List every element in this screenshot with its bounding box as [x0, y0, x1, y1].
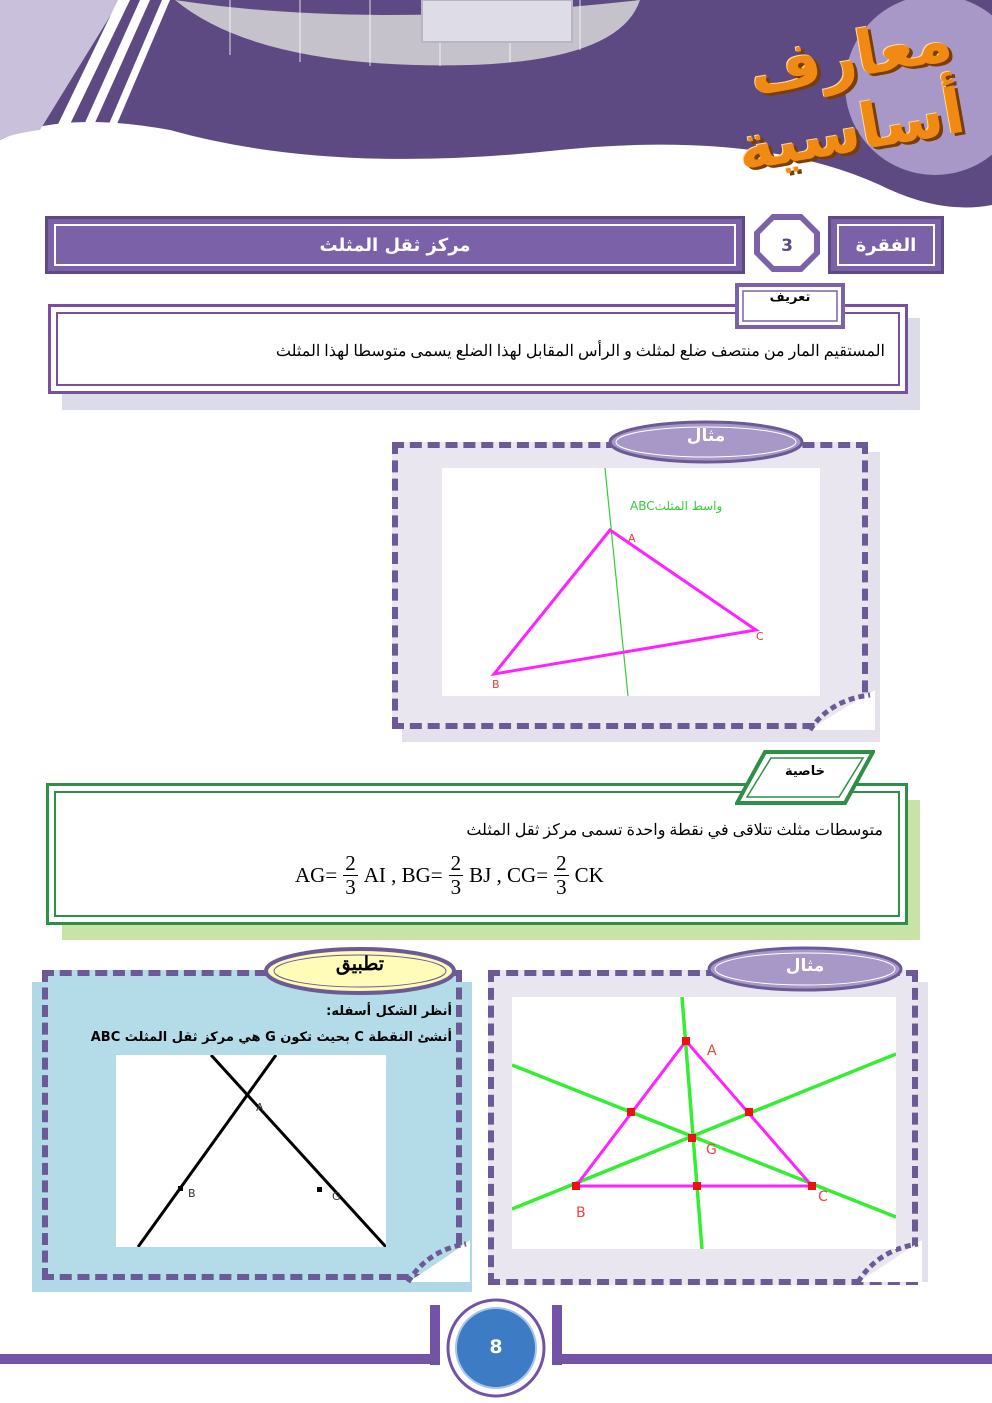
- property-tab-label: خاصية: [784, 764, 825, 779]
- ex2-point-a-label: A: [707, 1043, 717, 1059]
- example2-figure: [512, 997, 896, 1249]
- footer-post-right: [552, 1305, 562, 1365]
- point-b-label: B: [492, 678, 500, 691]
- centroid-formula: [295, 845, 604, 905]
- section-label: الفقرة: [837, 224, 935, 266]
- banner-title: معارف أساسية: [731, 1, 970, 186]
- section-number: 3: [781, 236, 793, 256]
- example1-figure: [442, 468, 820, 696]
- section-label-box: [828, 216, 944, 274]
- footer-line-left: [0, 1354, 440, 1364]
- definition-tab-label: تعريف: [769, 290, 811, 305]
- fraction-two-thirds: $\frac{2}{3}$: [345, 851, 356, 899]
- formula-bj-cg: BJ , CG=: [469, 862, 549, 887]
- section-title-box: [45, 216, 745, 274]
- fraction-two-thirds: $\frac{2}{3}$: [450, 851, 462, 899]
- formula-ck: CK: [574, 862, 604, 887]
- app-point-g-label: G: [332, 1190, 341, 1203]
- app-point-a-label: A: [256, 1101, 264, 1114]
- point-c-label: C: [756, 630, 764, 643]
- section-number-badge: [752, 212, 822, 274]
- page-number: 8: [489, 1336, 503, 1358]
- formula-ag: AG=: [295, 862, 338, 887]
- fraction-two-thirds: $\frac{2}{3}$: [556, 851, 567, 899]
- definition-text: المستقيم المار من منتصف ضلع لمثلث و الرأس المقابل لهذا الضلع يسمى متوسطا لهذا المثلث: [275, 343, 885, 360]
- application-instruction-1: أنظر الشكل أسفله:: [326, 1004, 452, 1019]
- application-page-curl: [400, 1232, 475, 1290]
- application-figure: [116, 1055, 386, 1247]
- example1-label: مثال: [686, 426, 726, 446]
- footer-line-right: [552, 1354, 992, 1364]
- section-title: مركز ثقل المثلث: [54, 224, 736, 266]
- formula-ai-bg: AI , BG=: [363, 862, 443, 887]
- application-instruction-2: أنشئ النقطة C بحيث تكون G هي مركز ثقل المثلث ABC: [90, 1030, 452, 1045]
- application-label: تطبيق: [335, 953, 385, 975]
- ex2-point-c-label: C: [818, 1189, 828, 1205]
- example2-label: مثال: [785, 956, 825, 976]
- ex2-point-g-label: G: [706, 1142, 717, 1158]
- example1-caption: ABCواسط المثلث: [630, 499, 723, 513]
- ex2-point-b-label: B: [576, 1205, 586, 1221]
- property-text: متوسطات مثلث تتلاقى في نقطة واحدة تسمى مركز ثقل المثلث: [466, 822, 883, 839]
- app-point-b-label: B: [188, 1187, 196, 1200]
- footer-post-left: [430, 1305, 440, 1365]
- point-a-label: A: [628, 532, 636, 545]
